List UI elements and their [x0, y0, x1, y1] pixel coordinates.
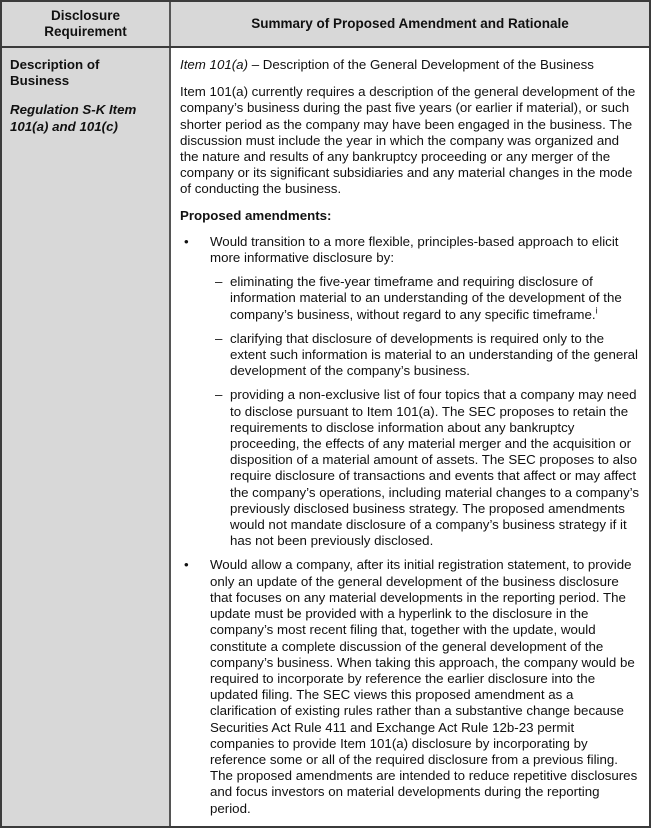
- bullet-item-1-text: Would transition to a more flexible, principles-based approach to elicit more informative disclosure by:: [210, 233, 619, 266]
- dash-marker: –: [215, 330, 223, 346]
- bullet-item-2: [180, 557, 641, 816]
- subitem-eliminating: [180, 274, 641, 323]
- item-101a-label: Item 101(a): [180, 57, 248, 72]
- summary-heading-text: – Description of the General Development of the Business: [248, 57, 594, 72]
- subitem-providing: [180, 387, 641, 549]
- proposed-amendments-label: Proposed amendments:: [180, 207, 332, 223]
- table-body-row: [2, 48, 649, 826]
- bullet-marker: •: [184, 557, 189, 573]
- requirement-title: Description of Business: [10, 57, 100, 89]
- subitem-eliminating-text: eliminating the five-year timeframe and requiring disclosure of information material to an understanding of the development of the company’s business, without regard to any specific timeframe.: [230, 274, 622, 322]
- summary-header-label: Summary of Proposed Amendment and Rationale: [251, 15, 569, 31]
- disclosure-requirement-header-label: Disclosure Requirement: [44, 7, 127, 39]
- intro-paragraph: Item 101(a) currently requires a description of the general development of the company’s business during the past five years (or earlier if material), or such shorter period as the company may have been engaged in the business. The discussion must include the year in which the company was organized and the nature and results of any bankruptcy proceeding or any merger of the company or its significant subsidiaries and any material changes in the mode of conducting the business.: [180, 84, 636, 197]
- header-cell-summary: [171, 2, 649, 46]
- subitem-clarifying: [180, 331, 641, 380]
- dash-marker: –: [215, 387, 223, 403]
- summary-heading: [180, 57, 641, 73]
- footnote-ref-i: i: [595, 305, 598, 316]
- dash-marker: –: [215, 274, 223, 290]
- bullet-marker: •: [184, 233, 189, 249]
- subitem-providing-text: providing a non-exclusive list of four topics that a company may need to disclose pursuant to Item 101(a). The SEC proposes to retain the requirements to disclose information about any bankruptcy proceeding, the effects of any material merger and the acquisition or disposition of a material amount of assets. The SEC proposes to also require disclosure of transactions and events that affect or may affect the company’s operations, including material changes to a company’s previously disclosed business strategy. The proposed amendments would not mandate disclosure of a company’s business strategy if it has not been previously disclosed.: [230, 387, 639, 549]
- summary-cell: [171, 48, 649, 826]
- bullet-item-2-text: Would allow a company, after its initial registration statement, to provide only an update of the general development of the business disclosure that focuses on any material developments in the reporting period. The update must be provided with a hyperlink to the disclosure in the company’s most recent filing that, together with the update, would constitute a complete discussion of the general development of the company’s business. When taking this approach, the company would be required to incorporate by reference the earlier disclosure into the updated filing. The SEC views this proposed amendment as a clarification of existing rules rather than a substantive change because Securities Act Rule 411 and Exchange Act Rule 12b-23 permit companies to provide Item 101(a) disclosure by incorporating by reference some or all of the required disclosure from a previous filing. The proposed amendments are intended to reduce repetitive disclosures and focus investors on material developments during the reporting period.: [210, 557, 638, 816]
- header-cell-disclosure-requirement: [2, 2, 171, 46]
- subitem-clarifying-text: clarifying that disclosure of developments is required only to the extent such information is material to an understanding of the general development of the company’s business.: [230, 330, 639, 379]
- requirement-regulation: Regulation S-K Item 101(a) and 101(c): [10, 102, 137, 134]
- requirement-cell: [2, 48, 171, 826]
- bullet-item-1: [180, 234, 641, 266]
- table-header-row: [2, 2, 649, 48]
